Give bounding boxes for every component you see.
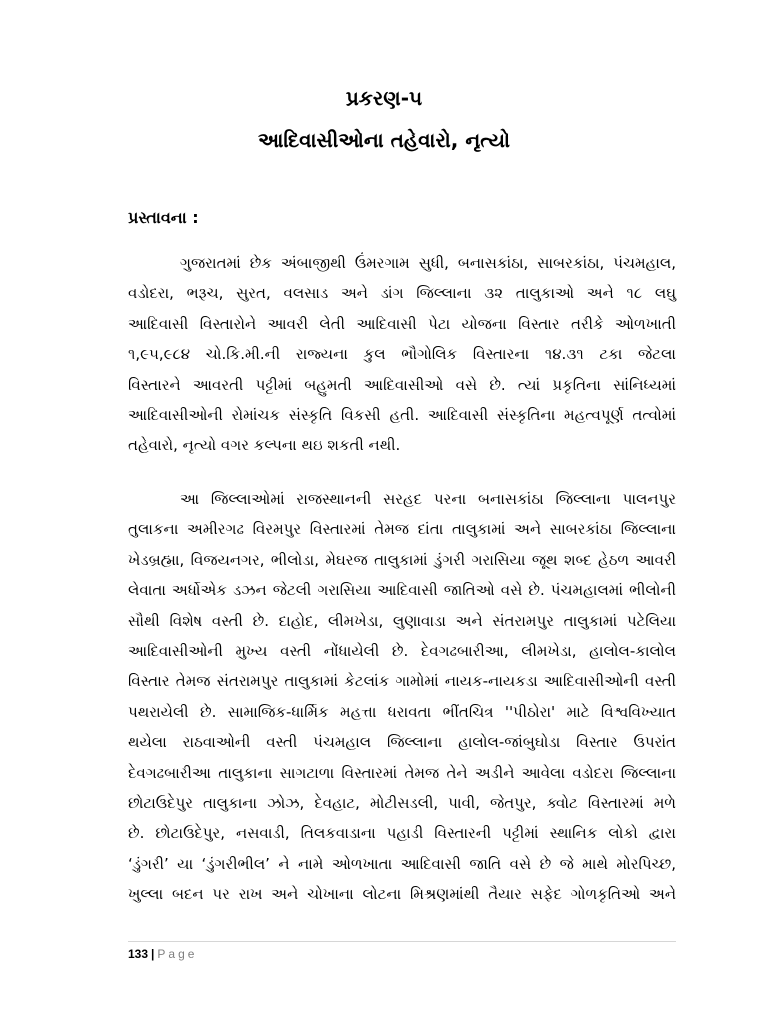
paragraph-line: ખુલ્લા બદન પર રાખ અને ચોખાના લોટના મિશ્રણમાંથી તૈયાર સફેદ ગોળકૃતિઓ અને xyxy=(128,885,676,904)
chapter-title: આદિવાસીઓના તહેવારો, નૃત્યો xyxy=(257,128,510,152)
footer-separator: | xyxy=(151,947,155,961)
paragraph-line: થયેલા રાઠવાઓની વસ્તી પંચમહાલ જિલ્લાના હાલોલ-જાંબુઘોડા વિસ્તાર ઉપરાંત xyxy=(128,733,676,752)
paragraph-line: વિસ્તારને આવરતી પટ્ટીમાં બહુમતી આદિવાસીઓ વસે છે. ત્યાં પ્રકૃતિના સાંનિધ્યમાં xyxy=(128,375,676,394)
paragraph-line: ‘ડુંગરી’ યા ‘ડુંગરીભીલ’ ને નામે ઓળખાતા આદિવાસી જાતિ વસે છે જે માથે મોરપિચ્છ, xyxy=(128,854,676,873)
paragraph-line: પથરાયેલી છે. સામાજિક-ધાર્મિક મહત્તા ધરાવતા ભીંતચિત્ર ''પીઠોરા' માટે વિશ્વવિખ્યાત xyxy=(128,702,676,721)
paragraph-line: છોટાઉદેપુર તાલુકાના ઝોઝ, દેવહાટ, મોટીસડલી, પાવી, જેતપુર, ક્વોટ વિસ્તારમાં મળે xyxy=(128,793,676,812)
chapter-number: પ્રકરણ-૫ xyxy=(345,86,423,110)
paragraph-line: વડોદરા, ભરૂચ, સુરત, વલસાડ અને ડાંગ જિલ્લાના ૩૨ તાલુકાઓ અને ૧૮ લઘુ xyxy=(128,284,676,303)
paragraph-line: વિસ્તાર તેમજ સંતરામપુર તાલુકામાં કેટલાંક ગામોમાં નાયક-નાયકડા આદિવાસીઓની વસ્તી xyxy=(128,672,676,691)
paragraph-line: આ જિલ્લાઓમાં રાજસ્થાનની સરહદ પરના બનાસકાંઠા જિલ્લાના પાલનપુર xyxy=(180,490,676,508)
page-label: Page xyxy=(157,947,198,961)
paragraph-2 xyxy=(128,484,676,909)
paragraph-line: ખેડબ્રહ્મા, વિજયનગર, ભીલોડા, મેઘરજ તાલુકામાં ડુંગરી ગરાસિયા જૂથ શબ્દ હેઠળ આવરી xyxy=(128,550,676,569)
paragraph-line: તુલાકના અમીરગઢ વિરમપુર વિસ્તારમાં તેમજ દાંતા તાલુકામાં અને સાબરકાંઠા જિલ્લાના xyxy=(128,520,676,539)
footer-divider xyxy=(128,941,676,942)
paragraph-line: ગુજરાતમાં છેક અંબાજીથી ઉંમરગામ સુધી, બનાસકાંઠા, સાબરકાંઠા, પંચમહાલ, xyxy=(180,254,676,272)
page-number: 133 xyxy=(128,947,149,961)
paragraph-line: આદિવાસીઓની રોમાંચક સંસ્કૃતિ વિકસી હતી. આદિવાસી સંસ્કૃતિના મહત્વપૂર્ણ તત્વોમાં xyxy=(128,405,676,424)
paragraph-line: લેવાતા અર્ધોએક ડઝન જેટલી ગરાસિયા આદિવાસી જાતિઓ વસે છે. પંચમહાલમાં ભીલોની xyxy=(128,581,676,600)
paragraph-line: દેવગઢબારીઆ તાલુકાના સાગટાળા વિસ્તારમાં તેમજ તેને અડીને આવેલા વડોદરા જિલ્લાના xyxy=(128,763,676,782)
paragraph-line: છે. છોટાઉદેપુર, નસવાડી, તિલકવાડાના પહાડી વિસ્તારની પટ્ટીમાં સ્થાનિક લોકો દ્વારા xyxy=(128,824,676,843)
section-heading: પ્રસ્તાવના : xyxy=(128,208,199,227)
paragraph-line: ૧,૯૫,૯૮૪ ચો.કિ.મી.ની રાજ્યના કુલ ભૌગોલિક વિસ્તારના ૧૪.૩૧ ટકા જેટલા xyxy=(128,345,676,364)
paragraph-line: સૌથી વિશેષ વસ્તી છે. દાહોદ, લીમખેડા, લુણાવાડા અને સંતરામપુર તાલુકામાં પટેલિયા xyxy=(128,611,676,630)
paragraph-line: આદિવાસીઓની મુખ્ય વસ્તી નોંધાયેલી છે. દેવગઢબારીઆ, લીમખેડા, હાલોલ-કાલોલ xyxy=(128,641,676,660)
paragraph-1 xyxy=(128,248,676,461)
paragraph-line: તહેવારો, નૃત્યો વગર કલ્પના થઇ શકતી નથી. xyxy=(128,436,401,455)
page-footer xyxy=(128,947,197,961)
paragraph-line: આદિવાસી વિસ્તારોને આવરી લેતી આદિવાસી પેટા યોજના વિસ્તાર તરીકે ઓળખાતી xyxy=(128,314,676,333)
